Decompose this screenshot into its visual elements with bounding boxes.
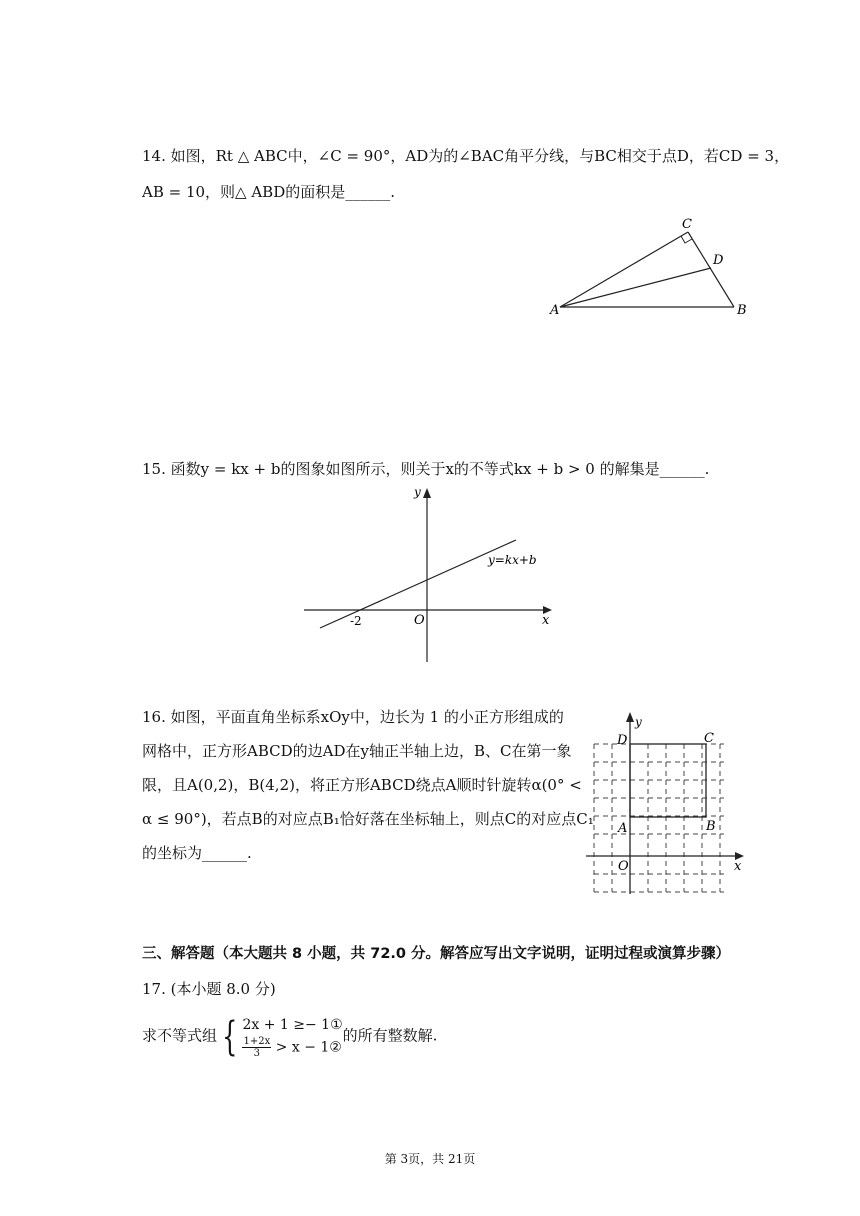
inequality-row-1: 2x + 1 ≥− 1① xyxy=(242,1017,343,1033)
q16-label-c: C xyxy=(704,731,714,746)
q16-label-b: B xyxy=(706,819,716,834)
q14-triangle-figure xyxy=(548,212,758,322)
q14-text-line1: 14. 如图，Rt △ ABC中，∠C = 90°，AD为的∠BAC角平分线，与BC相交于点D，若CD = 3， xyxy=(142,147,790,165)
q16-text-line3: 限，且A(0,2)，B(4,2)，将正方形ABCD绕点A顺时针旋转α(0° < xyxy=(142,776,582,794)
q16-text-line5: 的坐标为______. xyxy=(142,844,252,862)
q16-text-line4: α ≤ 90°)，若点B的对应点B₁恰好落在坐标轴上，则点C的对应点C₁ xyxy=(142,810,594,828)
q15-x-axis-label: x xyxy=(542,613,550,628)
q15-line-graph xyxy=(300,482,560,667)
brace-symbol: { xyxy=(222,1013,238,1060)
q16-label-d: D xyxy=(617,733,628,748)
label-c: C xyxy=(682,217,692,232)
inequality-system xyxy=(242,1014,342,1059)
q17-header: 17. (本小题 8.0 分) xyxy=(142,980,276,998)
inequality-row-2 xyxy=(242,1036,342,1059)
q16-text-line1: 16. 如图，平面直角坐标系xOy中，边长为 1 的小正方形组成的 xyxy=(142,708,564,726)
q16-origin-label: O xyxy=(618,859,629,874)
q15-text: 15. 函数y = kx + b的图象如图所示，则关于x的不等式kx + b > 0 的解集是______. xyxy=(142,460,710,478)
q15-y-axis-label: y xyxy=(414,485,421,499)
q16-x-axis-label: x xyxy=(734,859,742,874)
q16-grid-figure xyxy=(580,708,755,898)
q15-origin-label: O xyxy=(414,613,425,628)
q16-y-axis-label: y xyxy=(635,715,642,729)
section-heading: 三、解答题（本大题共 8 小题，共 72.0 分。解答应写出文字说明，证明过程或演算步骤） xyxy=(142,946,731,962)
fraction-denominator: 3 xyxy=(253,1048,261,1059)
label-d: D xyxy=(713,253,724,268)
q17-body xyxy=(142,1014,437,1064)
q17-prefix: 求不等式组 xyxy=(142,1026,218,1045)
label-b: B xyxy=(737,303,747,318)
inequality-row-2-rest: > x − 1② xyxy=(271,1039,342,1056)
q17-suffix: 的所有整数解. xyxy=(342,1026,438,1045)
q14-text-line2: AB = 10，则△ ABD的面积是______. xyxy=(142,183,396,201)
q15-line-label: y=kx+b xyxy=(488,553,537,567)
fraction-numerator: 1+2x xyxy=(243,1036,271,1047)
q16-text-line2: 网格中，正方形ABCD的边AD在y轴正半轴上边，B、C在第一象 xyxy=(142,742,572,760)
q15-intercept-label: -2 xyxy=(350,614,362,628)
q16-label-a: A xyxy=(618,821,628,836)
page-footer: 第 3页，共 21页 xyxy=(384,1152,476,1166)
label-a: A xyxy=(550,303,560,318)
fraction xyxy=(242,1036,271,1059)
